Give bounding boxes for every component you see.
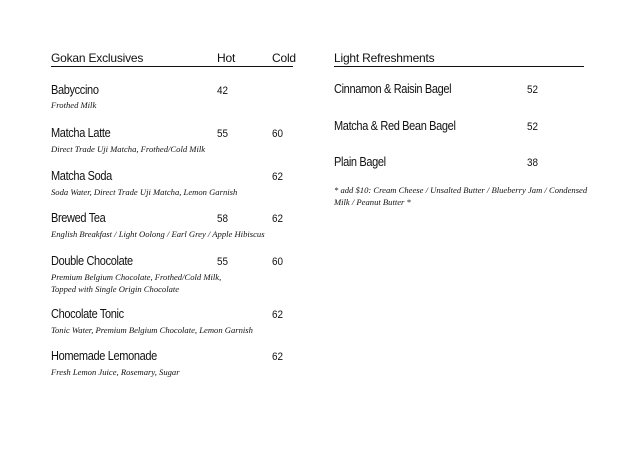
item-name: Matcha Soda	[51, 169, 112, 183]
item-price: 38	[527, 157, 539, 169]
item-name: Matcha & Red Bean Bagel	[334, 119, 456, 133]
item-name: Cinnamon & Raisin Bagel	[334, 82, 452, 96]
item-cold-price: 60	[272, 128, 284, 140]
hot-column-label: Hot	[217, 51, 236, 65]
item-name: Double Chocolate	[51, 254, 133, 268]
item-hot-price: 55	[217, 128, 229, 140]
item-cold-price: 62	[272, 171, 284, 183]
item-description: English Breakfast / Light Oolong / Earl Grey / Apple Hibiscus	[51, 229, 265, 239]
item-hot-price: 55	[217, 256, 229, 268]
item-name: Matcha Latte	[51, 126, 111, 140]
item-description: Tonic Water, Premium Belgium Chocolate, Lemon Garnish	[51, 325, 253, 335]
item-description: Soda Water, Direct Trade Uji Matcha, Lemon Garnish	[51, 187, 238, 197]
item-name: Brewed Tea	[51, 211, 106, 225]
item-name: Plain Bagel	[334, 155, 386, 169]
section-header-refreshments	[334, 51, 584, 67]
item-price: 52	[527, 84, 539, 96]
item-description: Frothed Milk	[51, 100, 97, 110]
item-description: Fresh Lemon Juice, Rosemary, Sugar	[51, 367, 180, 377]
item-name: Chocolate Tonic	[51, 307, 124, 321]
item-description: Direct Trade Uji Matcha, Frothed/Cold Milk	[51, 144, 206, 154]
cold-column-label: Cold	[272, 51, 296, 65]
item-price: 52	[527, 121, 539, 133]
section-title: Light Refreshments	[334, 51, 435, 65]
section-header-exclusives	[51, 51, 296, 67]
item-cold-price: 62	[272, 309, 284, 321]
item-description: Premium Belgium Chocolate, Frothed/Cold Milk, Topped with Single Origin Chocolate	[51, 272, 222, 294]
item-name: Homemade Lemonade	[51, 349, 157, 363]
item-hot-price: 42	[217, 85, 229, 97]
add-on-note: * add $10: Cream Cheese / Unsalted Butter / Blueberry Jam / Condensed Milk / Peanut Butter *	[334, 185, 588, 207]
item-cold-price: 62	[272, 213, 284, 225]
section-title: Gokan Exclusives	[51, 51, 144, 65]
item-cold-price: 60	[272, 256, 284, 268]
item-name: Babyccino	[51, 83, 99, 97]
item-hot-price: 58	[217, 213, 229, 225]
item-cold-price: 62	[272, 351, 284, 363]
